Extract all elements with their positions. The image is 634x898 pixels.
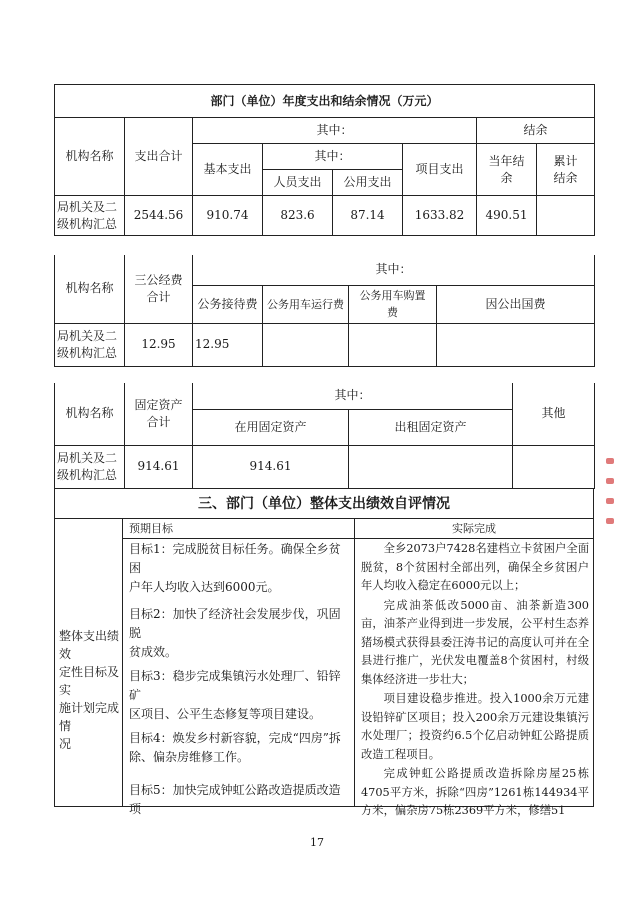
header-abroad: 因公出国费 [437, 285, 595, 323]
actual-3: 项目建设稳步推进。投入1000余万元建设铅锌矿区项目；投入200余万元建设集镇污水处理厂；投资约6.5个亿启动钟虹公路提质改造工程项目。 [361, 692, 589, 761]
cell-project: 1633.82 [403, 196, 477, 236]
row-org: 局机关及二 级机构汇总 [55, 196, 125, 236]
header-total: 固定资产 合计 [125, 383, 193, 445]
page-number: 17 [310, 836, 324, 849]
header-vehicle-run: 公务用车运行费 [263, 285, 349, 323]
header-current-surplus: 当年结 余 [477, 144, 537, 196]
goal-header: 预期目标 [123, 519, 354, 539]
header-public: 公用支出 [333, 170, 403, 196]
actual-2: 完成油茶低改5000亩、油茶新造300亩，油茶产业得到进一步发展，公平村生态养猪场模式获得县委汪涛书记的高度认可并在全县进行推广，光伏发电覆盖8个贫困村，村级集体经济进一步壮大； [361, 598, 589, 686]
header-org: 机构名称 [55, 383, 125, 445]
cell-total: 2544.56 [125, 196, 193, 236]
header-basic: 基本支出 [193, 144, 263, 196]
fixed-asset-table [54, 383, 595, 489]
public-expense-table [54, 255, 595, 367]
header-org: 机构名称 [55, 255, 125, 323]
header-among: 其中： [193, 383, 513, 409]
header-org: 机构名称 [55, 118, 125, 196]
actual-completion-column [355, 519, 593, 817]
cell-vehicle-run [263, 323, 349, 366]
actual-4: 完成钟虹公路提质改造拆除房屋25栋4705平方米，拆除“四房”1261栋144934平方米，偏杂房75栋2369平方米，修缮51 [361, 767, 589, 817]
table-title: 部门（单位）年度支出和结余情况（万元） [55, 85, 595, 118]
header-surplus: 结余 [477, 118, 595, 144]
header-cumulative-surplus: 累计 结余 [537, 144, 595, 196]
cell-reception: 12.95 [193, 323, 263, 366]
performance-label: 整体支出绩效 定性目标及实 施计划完成情 况 [55, 519, 123, 806]
header-vehicle-buy: 公务用车购置 费 [349, 285, 437, 323]
actual-header: 实际完成 [355, 519, 593, 539]
goal-5: 目标5：加快完成钟虹公路改造提质改造项 [129, 783, 341, 816]
header-among: 其中： [193, 255, 595, 285]
goal-2: 目标2：加快了经济社会发展步伐，巩固脱 贫成效。 [129, 607, 341, 659]
cell-public: 87.14 [333, 196, 403, 236]
cell-rented [349, 445, 513, 488]
header-total: 三公经费 合计 [125, 255, 193, 323]
performance-section [54, 519, 594, 817]
cell-cumulative-surplus [537, 196, 595, 236]
header-staff: 人员支出 [263, 170, 333, 196]
header-in-use: 在用固定资产 [193, 409, 349, 445]
cell-other [513, 445, 595, 488]
header-reception: 公务接待费 [193, 285, 263, 323]
section-title: 三、部门（单位）整体支出绩效自评情况 [54, 489, 594, 519]
header-among-2: 其中： [263, 144, 403, 170]
goal-3: 目标3：稳步完成集镇污水处理厂、铅锌矿 区项目、公平生态修复等项目建设。 [129, 669, 341, 721]
row-org: 局机关及二 级机构汇总 [55, 323, 125, 366]
cell-total: 914.61 [125, 445, 193, 488]
cell-basic: 910.74 [193, 196, 263, 236]
red-seal-mark [604, 458, 618, 528]
actual-1: 全乡2073户7428名建档立卡贫困户全面脱贫，8个贫困村全部出列，确保全乡贫困户年人均收入稳定在6000元以上； [361, 542, 589, 592]
goal-1: 目标1：完成脱贫目标任务。确保全乡贫困 户年人均收入达到6000元。 [129, 542, 341, 594]
header-rented: 出租固定资产 [349, 409, 513, 445]
cell-abroad [437, 323, 595, 366]
expected-goals-column [123, 519, 355, 816]
header-other: 其他 [513, 383, 595, 445]
table-row [55, 196, 595, 236]
table-row [55, 445, 595, 488]
cell-in-use: 914.61 [193, 445, 349, 488]
expenditure-table [54, 84, 595, 236]
cell-total: 12.95 [125, 323, 193, 366]
goal-4: 目标4：焕发乡村新容貌，完成“四房”拆 除、偏杂房维修工作。 [129, 731, 341, 764]
row-org: 局机关及二 级机构汇总 [55, 445, 125, 488]
cell-current-surplus: 490.51 [477, 196, 537, 236]
cell-staff: 823.6 [263, 196, 333, 236]
header-among: 其中： [193, 118, 477, 144]
header-project: 项目支出 [403, 144, 477, 196]
header-total: 支出合计 [125, 118, 193, 196]
cell-vehicle-buy [349, 323, 437, 366]
table-row [55, 323, 595, 366]
